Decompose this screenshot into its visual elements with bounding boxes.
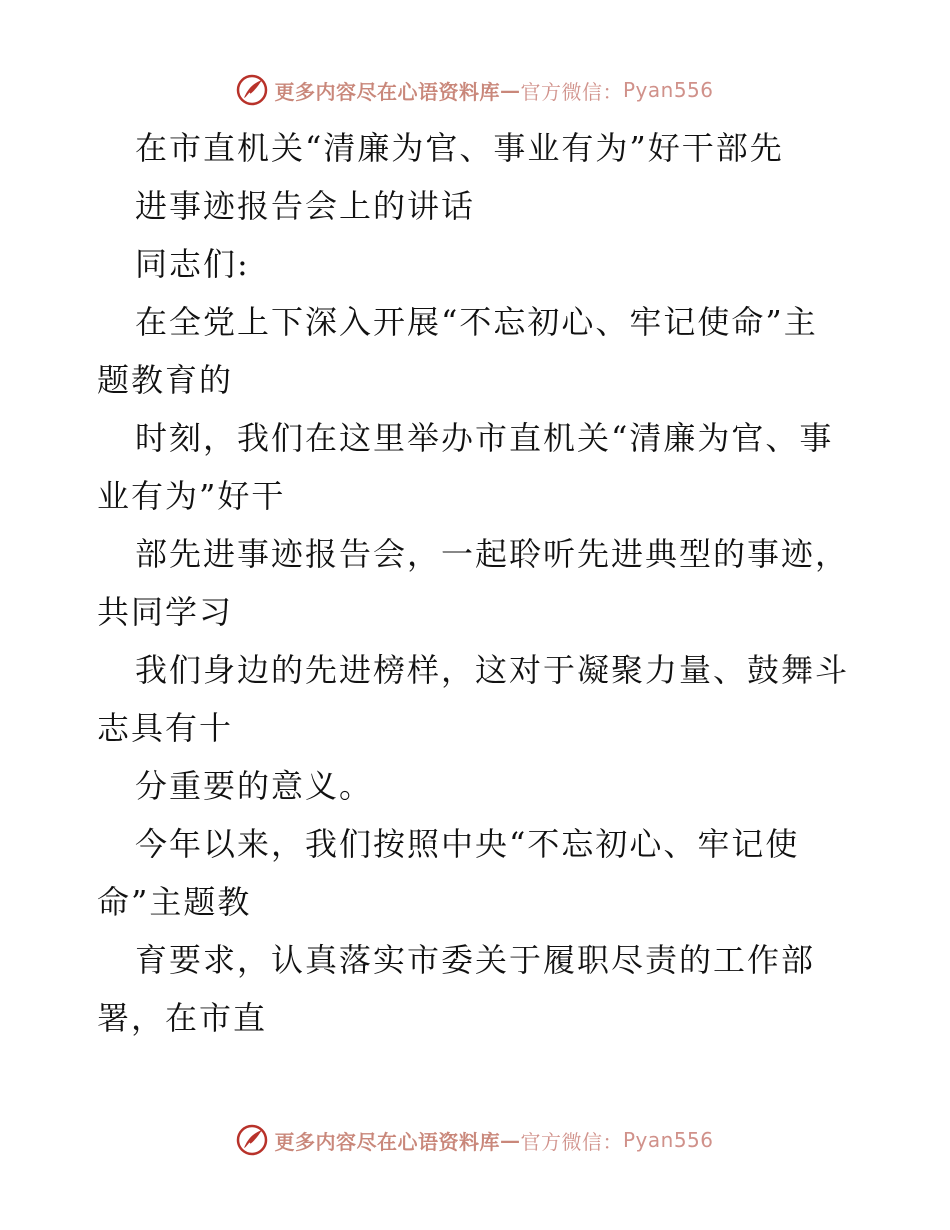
paragraph-line: 部先进事迹报告会，一起聆听先进典型的事迹， xyxy=(135,535,850,573)
banner-wechat-id: Pyan556 xyxy=(622,1128,714,1152)
feather-pen-logo-icon xyxy=(236,1124,268,1156)
paragraph-line: 业有为”好干 xyxy=(97,477,286,515)
paragraph-line: 共同学习 xyxy=(97,593,234,631)
banner-wechat-id: Pyan556 xyxy=(622,78,714,102)
banner-wechat-label: 官方微信： xyxy=(520,1129,623,1154)
paragraph-line: 命”主题教 xyxy=(97,883,252,921)
title-line-1: 在市直机关“清廉为官、事业有为”好干部先 xyxy=(135,129,784,167)
paragraph-line: 今年以来，我们按照中央“不忘初心、牢记使 xyxy=(135,825,800,863)
paragraph-line: 在全党上下深入开展“不忘初心、牢记使命”主 xyxy=(135,303,818,341)
header-banner xyxy=(0,70,950,110)
paragraph-line: 时刻，我们在这里举办市直机关“清廉为官、事 xyxy=(135,419,834,457)
paragraph-line: 分重要的意义。 xyxy=(135,767,374,805)
title-line-2: 进事迹报告会上的讲话 xyxy=(135,187,476,225)
paragraph-line: 署，在市直 xyxy=(97,999,268,1037)
banner-dash: — xyxy=(499,78,521,102)
paragraph-line: 育要求，认真落实市委关于履职尽责的工作部 xyxy=(135,941,816,979)
banner-dash: — xyxy=(499,1128,521,1152)
banner-brand-text: 更多内容尽在心语资料库 xyxy=(274,79,500,104)
paragraph-line: 题教育的 xyxy=(97,361,234,399)
salutation: 同志们: xyxy=(135,245,250,283)
banner-brand-text: 更多内容尽在心语资料库 xyxy=(274,1129,500,1154)
footer-banner xyxy=(0,1120,950,1160)
banner-wechat-label: 官方微信： xyxy=(520,79,623,104)
feather-pen-logo-icon xyxy=(236,74,268,106)
paragraph-line: 志具有十 xyxy=(97,709,234,747)
paragraph-line: 我们身边的先进榜样，这对于凝聚力量、鼓舞斗 xyxy=(135,651,850,689)
